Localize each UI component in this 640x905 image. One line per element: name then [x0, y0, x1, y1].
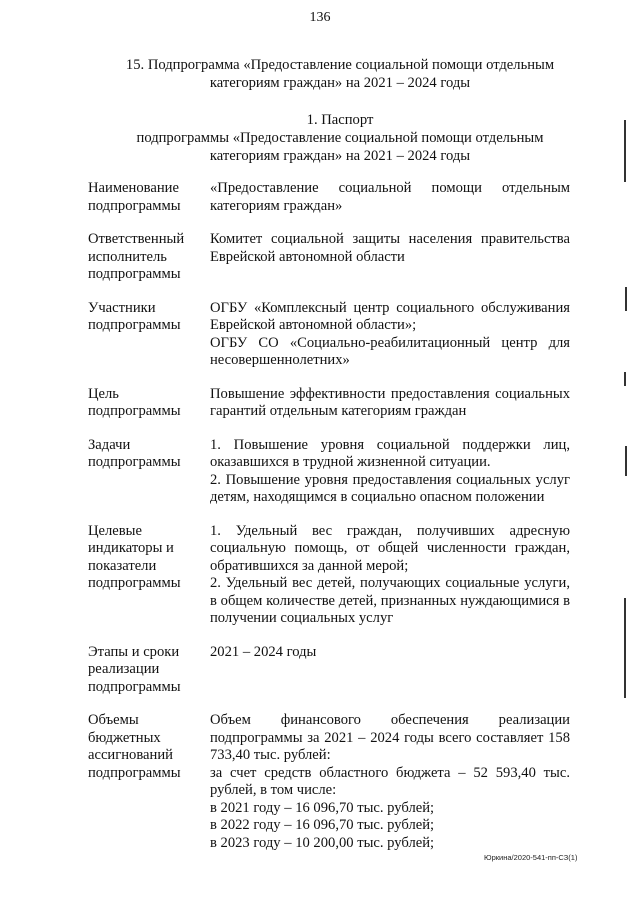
row-label-line: показатели	[88, 557, 157, 574]
row-label-line: Целевые	[88, 522, 142, 539]
row-value	[210, 523, 570, 628]
page-number: 136	[309, 10, 331, 25]
row-value-paragraph: ОГБУ СО «Социально-реабилитационный центр для несовершеннолетних»	[210, 334, 570, 368]
row-label-line: Этапы и сроки	[88, 643, 180, 660]
row-value-paragraph: в 2022 году – 16 096,70 тыс. рублей;	[210, 817, 435, 833]
passport-heading-line: категориям граждан» на 2021 – 2024 годы	[209, 148, 471, 164]
row-label-line: реализации	[88, 661, 160, 677]
table-row	[88, 712, 570, 852]
row-label	[88, 523, 210, 628]
section-title-line: 15. Подпрограмма «Предоставление социальной помощи отдельным	[125, 57, 555, 73]
row-label-line: подпрограммы	[88, 403, 181, 419]
row-label-line: Объемы	[88, 712, 139, 728]
table-row	[88, 437, 570, 507]
passport-heading	[95, 111, 585, 165]
row-label	[88, 644, 210, 697]
scan-artifact	[624, 372, 626, 386]
row-value	[210, 386, 570, 421]
row-value	[210, 300, 570, 370]
passport-table	[88, 180, 570, 852]
row-value-paragraph: 1. Удельный вес граждан, получивших адресную социальную помощь, от общей численности граждан, обратившихся за данной мерой;	[210, 522, 570, 574]
table-row	[88, 644, 570, 697]
row-value	[210, 180, 570, 215]
row-label	[88, 300, 210, 370]
section-title-line: категориям граждан» на 2021 – 2024 годы	[209, 75, 471, 91]
row-value-paragraph: Повышение эффективности предоставления социальных гарантий отдельным категориям граждан	[210, 385, 570, 419]
scan-artifact	[625, 287, 627, 311]
row-label-line: ассигнований	[88, 747, 173, 763]
row-value-paragraph: «Предоставление социальной помощи отдельным категориям граждан»	[210, 180, 570, 214]
section-title	[95, 56, 585, 92]
row-label-line: Задачи	[88, 436, 131, 453]
row-label-line: подпрограммы	[88, 764, 181, 781]
row-label-line: бюджетных	[88, 729, 161, 746]
table-row	[88, 180, 570, 215]
document-code: Юркина/2020-541-пп-СЗ(1)	[484, 853, 578, 862]
passport-heading-line: 1. Паспорт	[306, 112, 374, 128]
row-label-line: Участники	[88, 299, 156, 316]
row-label	[88, 231, 210, 284]
row-label-line: подпрограммы	[88, 678, 181, 695]
row-value-paragraph: 1. Повышение уровня социальной поддержки лиц, оказавшихся в трудной жизненной ситуации.	[210, 436, 570, 470]
scan-artifact	[625, 446, 627, 476]
row-label	[88, 386, 210, 421]
table-row	[88, 386, 570, 421]
row-label-line: подпрограммы	[88, 317, 181, 333]
row-label-line: подпрограммы	[88, 266, 181, 282]
row-value	[210, 437, 570, 507]
row-value	[210, 231, 570, 284]
row-value-paragraph: 2. Повышение уровня предоставления социальных услуг детям, находящимся в социально опасном положении	[210, 471, 570, 505]
row-value-paragraph: ОГБУ «Комплексный центр социального обслуживания Еврейской автономной области»;	[210, 299, 570, 333]
row-label-line: исполнитель	[88, 248, 167, 265]
row-value	[210, 712, 570, 852]
row-value-paragraph: 2021 – 2024 годы	[210, 643, 317, 660]
row-value-paragraph: Объем финансового обеспечения реализации подпрограммы за 2021 – 2024 годы всего составляет 158 733,40 тыс. рублей:	[210, 712, 570, 763]
row-value-paragraph: Комитет социальной защиты населения правительства Еврейской автономной области	[210, 231, 570, 265]
row-label-line: Ответственный	[88, 231, 185, 247]
table-row	[88, 300, 570, 370]
row-value-paragraph: в 2021 году – 16 096,70 тыс. рублей;	[210, 799, 435, 816]
row-label-line: Цель	[88, 385, 119, 402]
row-label-line: подпрограммы	[88, 454, 181, 470]
row-label-line: Наименование	[88, 180, 179, 196]
row-value-paragraph: за счет средств областного бюджета – 52 593,40 тыс. рублей, в том числе:	[210, 764, 570, 798]
table-row	[88, 523, 570, 628]
row-label-line: подпрограммы	[88, 197, 181, 214]
passport-heading-line: подпрограммы «Предоставление социальной помощи отдельным	[136, 130, 544, 146]
row-label-line: индикаторы и	[88, 540, 174, 556]
table-row	[88, 231, 570, 284]
row-value-paragraph: в 2023 году – 10 200,00 тыс. рублей;	[210, 834, 435, 851]
row-label	[88, 437, 210, 507]
scan-artifact	[624, 120, 626, 182]
row-value	[210, 644, 570, 697]
row-label	[88, 712, 210, 852]
scan-artifact	[624, 598, 626, 698]
row-label-line: подпрограммы	[88, 575, 181, 591]
row-label	[88, 180, 210, 215]
row-value-paragraph: 2. Удельный вес детей, получающих социальные услуги, в общем количестве детей, признанных нуждающимися в получении социальных услуг	[210, 575, 570, 626]
